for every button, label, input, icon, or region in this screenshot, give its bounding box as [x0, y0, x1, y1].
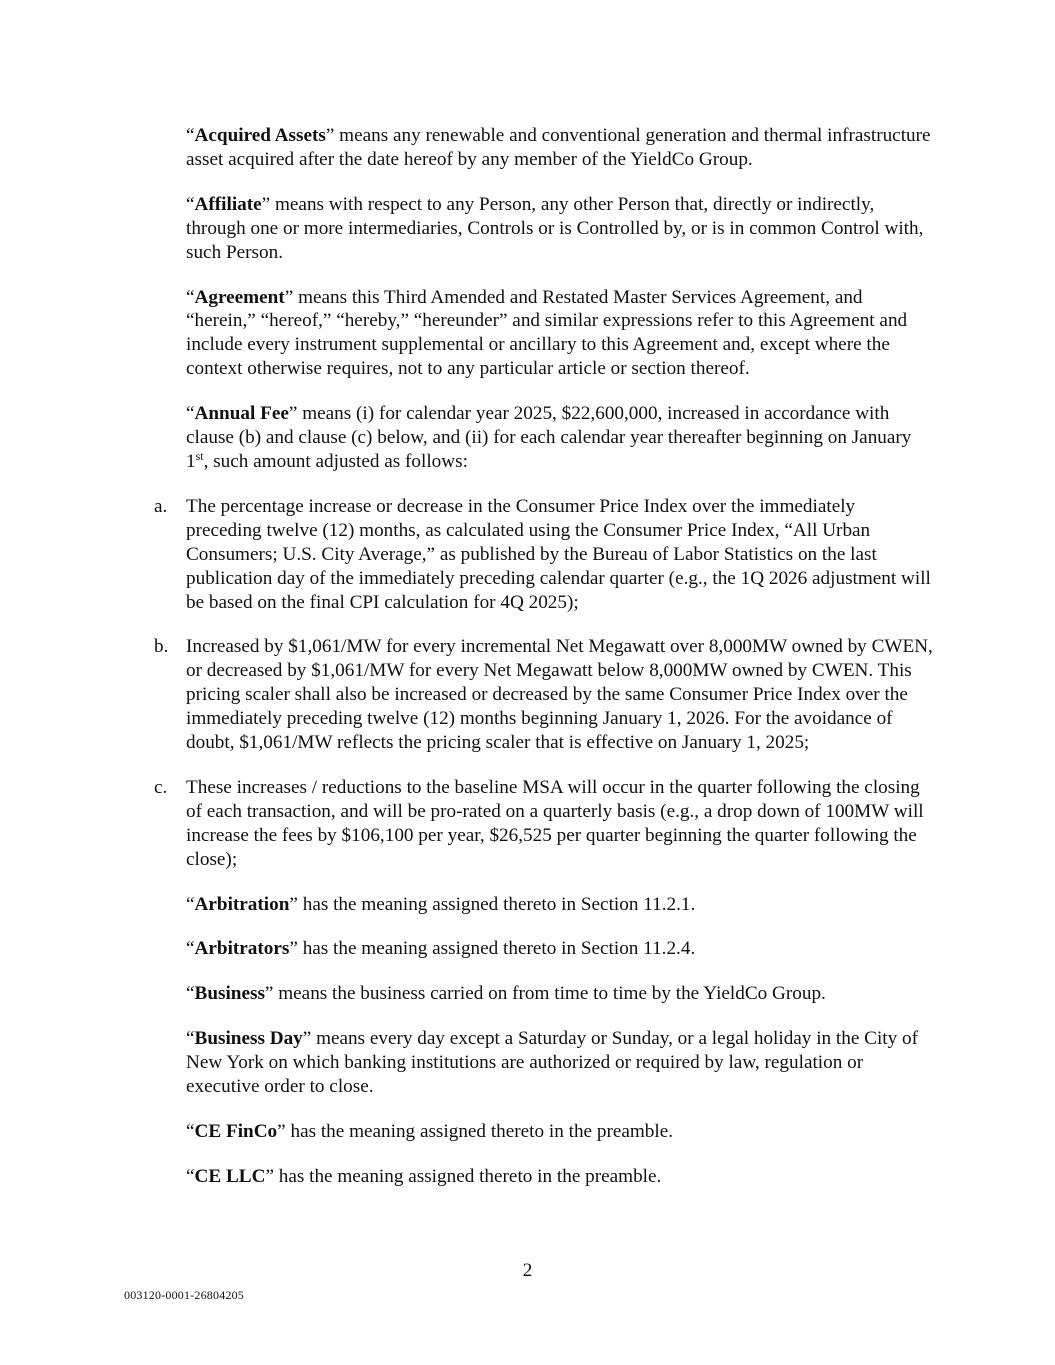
- definition-annual-fee: [186, 402, 934, 474]
- definition-ce-finco: [186, 1120, 934, 1144]
- list-item-b: [154, 635, 934, 755]
- definition-agreement: [186, 286, 934, 382]
- defined-term: Business Day: [194, 1028, 303, 1050]
- list-marker: b.: [154, 636, 169, 658]
- list-item-c: [154, 776, 934, 872]
- open-quote: “: [186, 938, 195, 960]
- open-quote: “: [186, 403, 195, 425]
- definition-arbitrators: [186, 937, 934, 961]
- defined-term: Agreement: [194, 286, 285, 308]
- definition-text: ” means any renewable and conventional generation and thermal infrastructure asset acquired after the date hereof by any member of the YieldCo Group.: [186, 125, 931, 170]
- defined-term: Acquired Assets: [194, 125, 326, 146]
- definition-text: ” means (i) for calendar year 2025, $22,600,000, increased in accordance with clause (b) and clause (c) below, and (ii) for each calendar year thereafter beginning on January 1: [186, 403, 912, 472]
- defined-term: CE LLC: [194, 1165, 266, 1187]
- open-quote: “: [186, 193, 195, 215]
- definition-text: ” means every day except a Saturday or Sunday, or a legal holiday in the City of New York on which banking institutions are authorized or required by law, regulation or executive order to close.: [186, 1028, 918, 1098]
- definition-text: ” means the business carried on from time to time by the YieldCo Group.: [264, 983, 826, 1005]
- open-quote: “: [186, 1165, 195, 1187]
- definition-business-day: [186, 1027, 934, 1099]
- open-quote: “: [186, 983, 195, 1005]
- open-quote: “: [186, 1028, 195, 1050]
- definition-arbitration: [186, 893, 934, 917]
- definition-acquired-assets: [186, 124, 934, 172]
- document-id: 003120-0001-26804205: [124, 1288, 244, 1302]
- definition-ce-llc: [186, 1165, 934, 1189]
- open-quote: “: [186, 1121, 195, 1142]
- list-marker: c.: [154, 776, 168, 798]
- defined-term: Arbitration: [194, 893, 290, 915]
- defined-term: CE FinCo: [194, 1121, 278, 1142]
- list-item-text: The percentage increase or decrease in the Consumer Price Index over the immediately preceding twelve (12) months, as calculated using the Consumer Price Index, “All Urban Consumers; U.S. City Average,” as published by the Bureau of Labor Statistics on the last publication day of the immediately preceding calendar quarter (e.g., the 1Q 2026 adjustment will be based on the final CPI calculation for 4Q 2025);: [186, 495, 931, 613]
- definition-text: ” has the meaning assigned thereto in Section 11.2.1.: [289, 893, 696, 915]
- list-item-text: Increased by $1,061/MW for every incremental Net Megawatt over 8,000MW owned by CWEN, or decreased by $1,061/MW for every Net Megawatt below 8,000MW owned by CWEN. This pricing scaler shall also be increased or decreased by the same Consumer Price Index over the immediately preceding twelve (12) months beginning January 1, 2026. For the avoidance of doubt, $1,061/MW reflects the pricing scaler that is effective on January 1, 2025;: [186, 636, 933, 754]
- defined-term: Annual Fee: [194, 403, 289, 425]
- definition-text: ” has the meaning assigned thereto in Section 11.2.4.: [289, 938, 696, 960]
- ordinal-superscript: st: [195, 448, 204, 463]
- defined-term: Arbitrators: [194, 938, 290, 960]
- definition-text: ” means this Third Amended and Restated Master Services Agreement, and “herein,” “hereof,” “hereby,” “hereunder” and similar expressions refer to this Agreement and include every instrument supplemental or ancillary to this Agreement and, except where the context otherwise requires, not to any particular article or section thereof.: [186, 286, 908, 380]
- page-number: 2: [522, 1260, 533, 1281]
- list-item-text: These increases / reductions to the baseline MSA will occur in the quarter following the closing of each transaction, and will be pro-rated on a quarterly basis (e.g., a drop down of 100MW will increase the fees by $106,100 per year, $26,525 per quarter beginning the quarter following the close);: [186, 776, 924, 870]
- definition-text: ” has the meaning assigned thereto in the preamble.: [277, 1121, 674, 1142]
- open-quote: “: [186, 893, 195, 915]
- list-marker: a.: [154, 495, 168, 517]
- page-content: [154, 124, 934, 1210]
- definition-business: [186, 982, 934, 1006]
- defined-term: Affiliate: [194, 193, 262, 215]
- open-quote: “: [186, 125, 195, 146]
- definition-affiliate: [186, 193, 934, 265]
- open-quote: “: [186, 286, 195, 308]
- definition-text-end: , such amount adjusted as follows:: [203, 450, 468, 472]
- defined-term: Business: [194, 983, 265, 1005]
- definition-text: ” means with respect to any Person, any other Person that, directly or indirectly, through one or more intermediaries, Controls or is Controlled by, or is in common Control with, such Person.: [186, 193, 924, 263]
- definition-text: ” has the meaning assigned thereto in the preamble.: [265, 1165, 662, 1187]
- list-item-a: [154, 495, 934, 615]
